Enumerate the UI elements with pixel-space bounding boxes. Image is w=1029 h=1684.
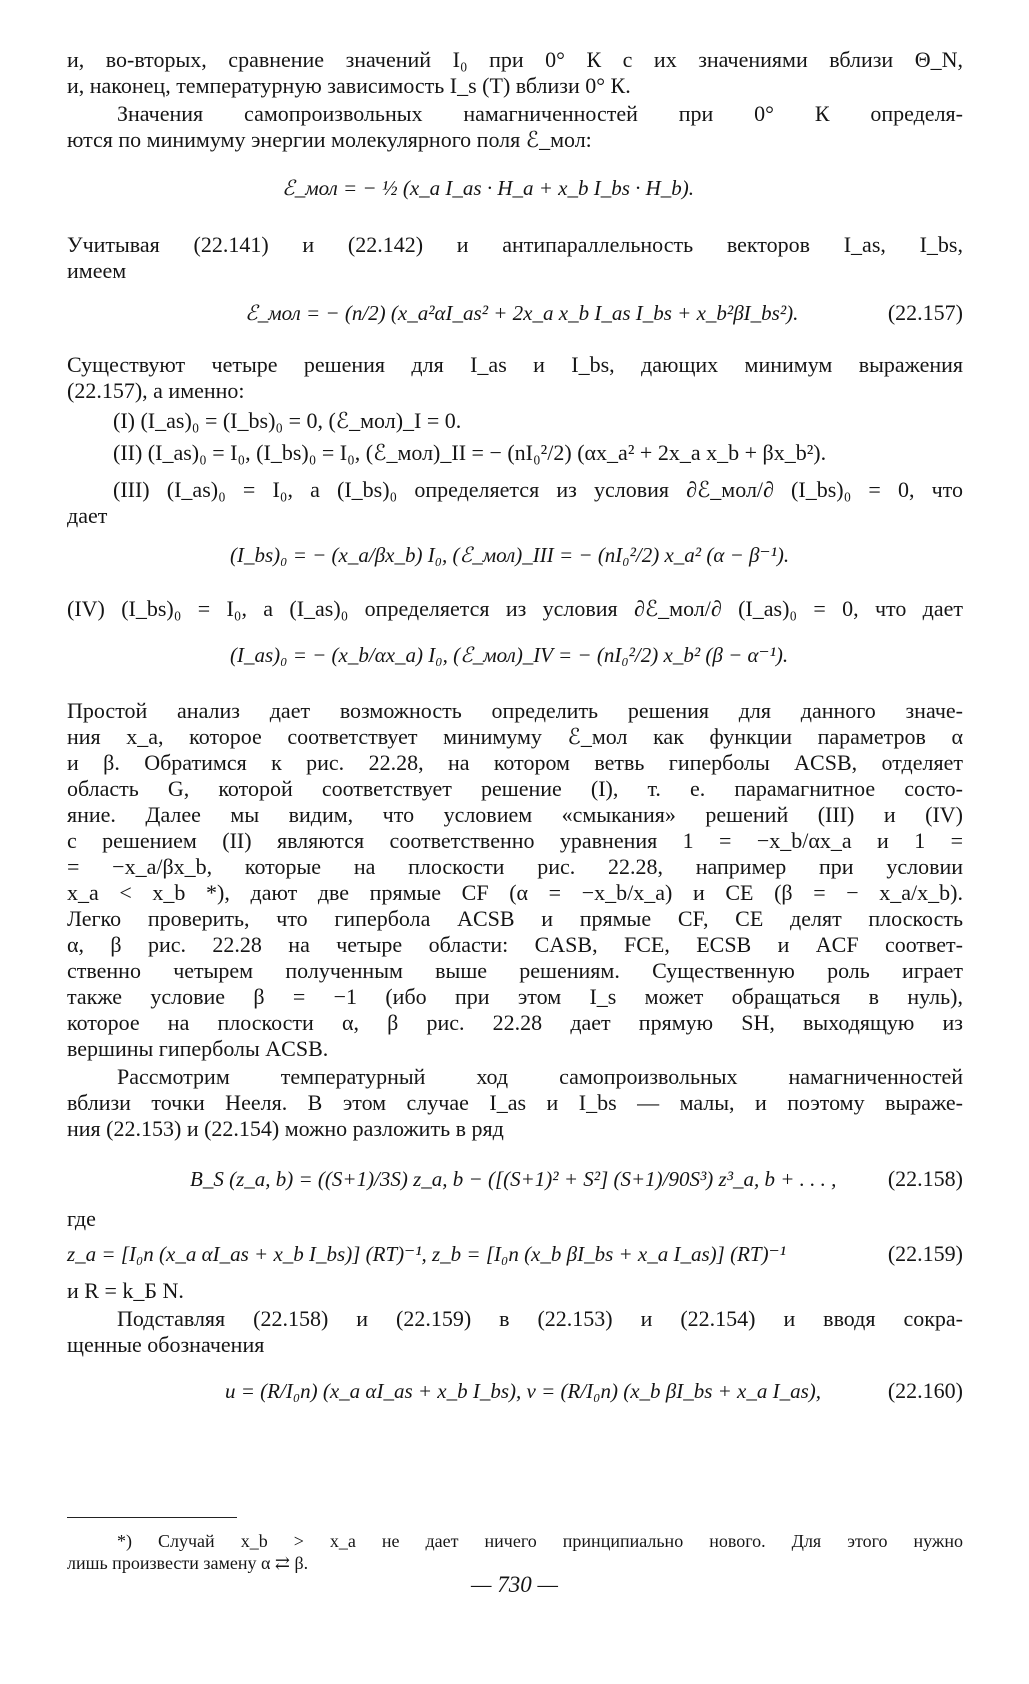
text-line: = −x_a/βx_b, которые на плоскости рис. 22.28, например при условии — [67, 854, 963, 879]
text-line: (II) (I_as)₀ = I₀, (I_bs)₀ = I₀, (ℰ_мол)_II = − (nI₀²/2) (αx_a² + 2x_a x_b + βx_b²). — [113, 440, 827, 465]
equation-number: (22.157) — [887, 300, 963, 325]
text-line: Легко проверить, что гипербола ACSB и прямые CF, CE делят плоскость — [67, 906, 963, 931]
text-line: вершины гиперболы ACSB. — [67, 1036, 329, 1061]
text-line: α, β рис. 22.28 на четыре области: CASB, FCE, ECSB и ACF соответ- — [67, 932, 963, 957]
equation: (I_as)₀ = − (x_b/αx_a) I₀, (ℰ_мол)_IV = − (nI₀²/2) x_b² (β − α⁻¹). — [230, 643, 789, 667]
text-line: вблизи точки Нееля. В этом случае I_as и I_bs — малы, и поэтому выраже- — [67, 1090, 963, 1115]
equation: ℰ_мол = − ½ (x_a I_as · H_a + x_b I_bs · H_b). — [282, 176, 695, 200]
equation-number: (22.160) — [887, 1378, 963, 1403]
text-line: Рассмотрим температурный ход самопроизвольных намагниченностей — [117, 1064, 963, 1089]
text-line: яние. Далее мы видим, что условием «смыкания» решений (III) и (IV) — [67, 802, 963, 827]
equation: (I_bs)₀ = − (x_a/βx_b) I₀, (ℰ_мол)_III = − (nI₀²/2) x_a² (α − β⁻¹). — [230, 543, 790, 567]
text-line: щенные обозначения — [67, 1332, 265, 1357]
page-number: — 730 — — [471, 1572, 558, 1597]
text-line: Значения самопроизвольных намагниченностей при 0° К определя- — [117, 101, 963, 126]
text-line: и β. Обратимся к рис. 22.28, на котором ветвь гиперболы ACSB, отделяет — [67, 750, 963, 775]
text-line: также условие β = −1 (ибо при этом I_s может обращаться в нуль), — [67, 984, 963, 1009]
equation-number: (22.159) — [887, 1241, 963, 1266]
equation: z_a = [I₀n (x_a αI_as + x_b I_bs)] (RT)⁻¹, z_b = [I₀n (x_b βI_bs + x_a I_as)] (RT)⁻¹ — [67, 1242, 786, 1266]
text-line: x_a < x_b *), дают две прямые CF (α = −x_b/x_a) и CE (β = − x_a/x_b). — [67, 880, 963, 905]
equation: B_S (z_a, b) = ((S+1)/3S) z_a, b − ([(S+1)² + S²] (S+1)/90S³) z³_a, b + . . . , — [190, 1167, 837, 1191]
text-line: (I) (I_as)₀ = (I_bs)₀ = 0, (ℰ_мол)_I = 0. — [113, 408, 462, 433]
text-line: Существуют четыре решения для I_as и I_bs, дающих минимум выражения — [67, 352, 963, 377]
text-line: дает — [67, 503, 108, 528]
text-line: (22.157), а именно: — [67, 378, 245, 403]
text-line: ются по минимуму энергии молекулярного поля ℰ_мол: — [67, 127, 592, 152]
text-line: (IV) (I_bs)₀ = I₀, а (I_as)₀ определяется из условия ∂ℰ_мол/∂ (I_as)₀ = 0, что дает — [67, 596, 963, 621]
text-line: и R = k_Б N. — [67, 1278, 184, 1303]
equation: ℰ_мол = − (n/2) (x_a²αI_as² + 2x_a x_b I_as I_bs + x_b²βI_bs²). — [245, 301, 799, 325]
text-line: ственно четырем полученным выше решениям. Существенную роль играет — [67, 958, 963, 983]
text-line: ния (22.153) и (22.154) можно разложить в ряд — [67, 1116, 504, 1141]
text-line: где — [67, 1206, 96, 1231]
text-line: и, наконец, температурную зависимость I_s (T) вблизи 0° К. — [67, 73, 631, 98]
text-line: Подставляя (22.158) и (22.159) в (22.153) и (22.154) и вводя сокра- — [117, 1306, 963, 1331]
text-line: ния x_a, которое соответствует минимуму ℰ_мол как функции параметров α — [67, 724, 963, 749]
text-line: и, во-вторых, сравнение значений I₀ при 0° К с их значениями вблизи Θ_N, — [67, 47, 963, 72]
text-line: с решением (II) являются соответственно уравнения 1 = −x_b/αx_a и 1 = — [67, 828, 963, 853]
text-line: (III) (I_as)₀ = I₀, а (I_bs)₀ определяется из условия ∂ℰ_мол/∂ (I_bs)₀ = 0, что — [113, 477, 963, 502]
text-line: имеем — [67, 258, 127, 283]
footnote-line: лишь произвести замену α ⇄ β. — [67, 1553, 309, 1573]
footnote-divider — [67, 1517, 237, 1518]
equation-number: (22.158) — [887, 1166, 963, 1191]
text-line: Простой анализ дает возможность определить решения для данного значе- — [67, 698, 963, 723]
text-line: которое на плоскости α, β рис. 22.28 дает прямую SH, выходящую из — [67, 1010, 963, 1035]
footnote-line: *) Случай x_b > x_a не дает ничего принципиально нового. Для этого нужно — [117, 1531, 963, 1551]
equation: u = (R/I₀n) (x_a αI_as + x_b I_bs), v = (R/I₀n) (x_b βI_bs + x_a I_as), — [225, 1379, 822, 1403]
text-line: Учитывая (22.141) и (22.142) и антипараллельность векторов I_as, I_bs, — [67, 232, 963, 257]
text-line: область G, которой соответствует решение (I), т. е. парамагнитное состо- — [67, 776, 963, 801]
